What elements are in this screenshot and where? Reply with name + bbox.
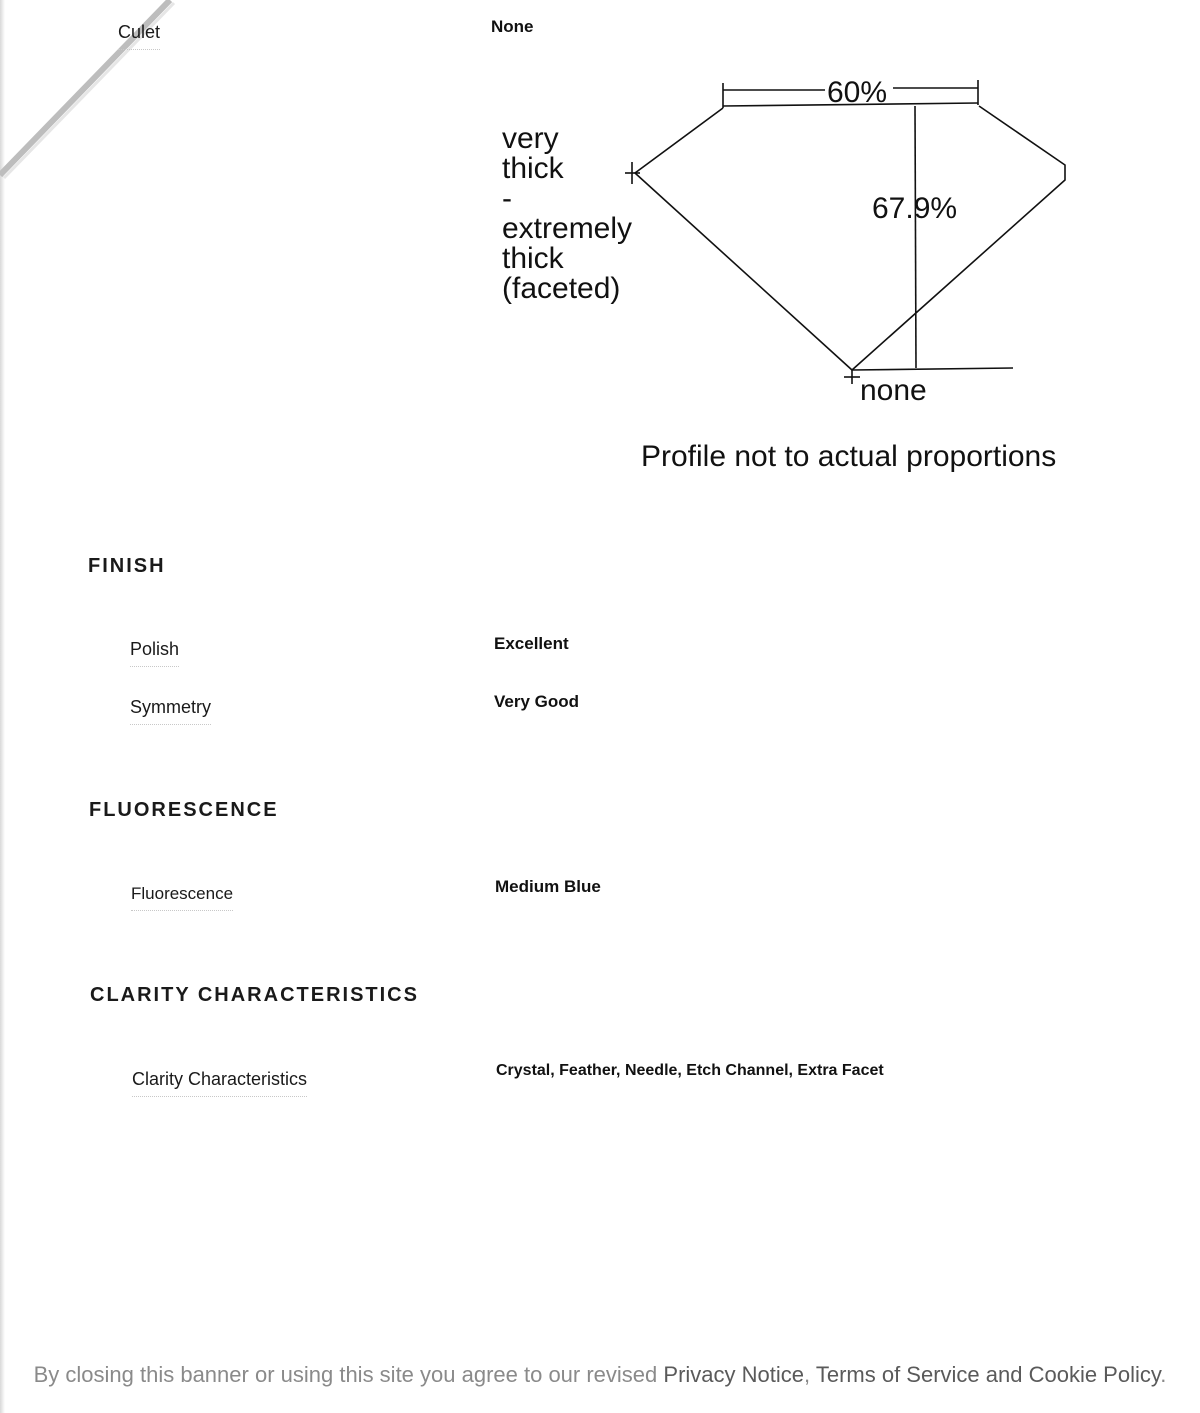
terms-of-service-link[interactable]: Terms of Service and Cookie Policy <box>815 1362 1161 1387</box>
fluorescence-value: Medium Blue <box>495 877 601 896</box>
symmetry-label: Symmetry <box>130 697 211 725</box>
girdle-label-line-6: (faceted) <box>502 272 621 305</box>
privacy-notice-link[interactable]: Privacy Notice <box>663 1362 804 1387</box>
clarity-characteristics-value: Crystal, Feather, Needle, Etch Channel, Extra Facet <box>496 1062 884 1079</box>
finish-heading: FINISH <box>88 555 166 577</box>
privacy-banner <box>0 1360 1200 1390</box>
culet-value: None <box>491 17 534 36</box>
clarity-heading: CLARITY CHARACTERISTICS <box>90 984 419 1006</box>
table-percentage: 60% <box>827 76 888 109</box>
privacy-banner-separator: , <box>804 1362 811 1387</box>
fluorescence-label: Fluorescence <box>131 884 233 911</box>
polish-label: Polish <box>130 639 179 667</box>
culet-label: Culet <box>118 22 160 50</box>
depth-percentage: 67.9% <box>872 192 958 225</box>
privacy-banner-suffix: . <box>1160 1362 1167 1387</box>
profile-note: Profile not to actual proportions <box>641 440 1057 473</box>
girdle-label-line-3: - <box>502 182 512 215</box>
diamond-profile-diagram <box>495 70 1095 415</box>
girdle-label-line-5: thick <box>502 242 564 275</box>
privacy-banner-text: By closing this banner or using this site you agree to our revised <box>33 1362 658 1387</box>
culet-size-label: none <box>860 374 927 407</box>
clarity-characteristics-label: Clarity Characteristics <box>132 1069 307 1097</box>
girdle-label-line-2: thick <box>502 152 564 185</box>
symmetry-value: Very Good <box>494 692 580 711</box>
girdle-label-line-4: extremely <box>502 212 633 245</box>
scan-page-edge <box>0 0 5 1413</box>
polish-value: Excellent <box>494 634 569 653</box>
fluorescence-heading: FLUORESCENCE <box>89 799 279 821</box>
girdle-label-line-1: very <box>502 122 559 155</box>
